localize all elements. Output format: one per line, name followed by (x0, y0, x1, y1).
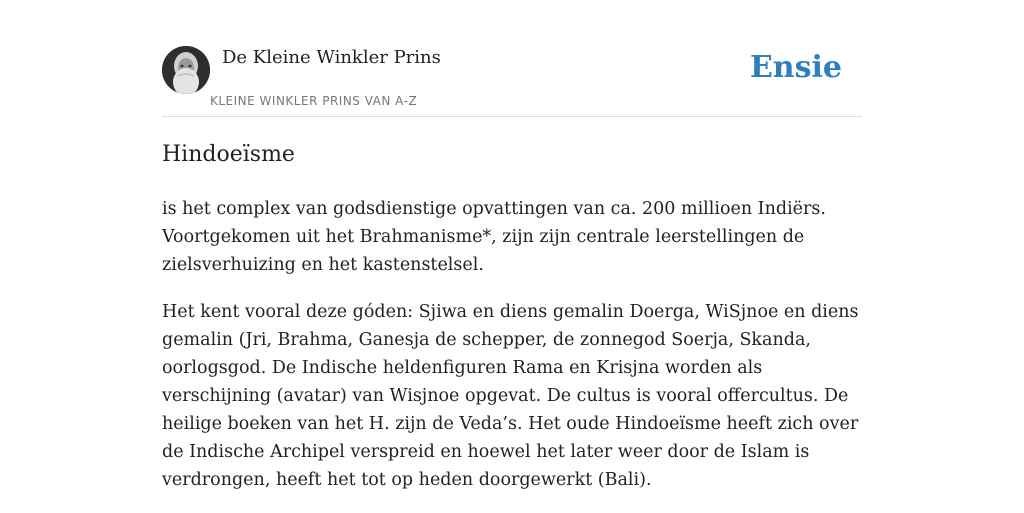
source-header (162, 44, 862, 117)
article (162, 139, 862, 513)
source-subtitle[interactable]: KLEINE WINKLER PRINS VAN A-Z (210, 94, 418, 108)
source-title-link[interactable]: De Kleine Winkler Prins (222, 47, 441, 68)
article-paragraph-1: is het complex van godsdienstige opvattingen van ca. 200 millioen Indiërs. Voortgekomen uit het Brahmanisme*, zijn zijn centrale leerstellingen de zielsverhuizing en het kastenstelsel. (162, 199, 826, 275)
article-title: Hindoeïsme (162, 142, 295, 167)
author-portrait-icon[interactable] (162, 46, 210, 94)
article-paragraph-2: Het kent vooral deze góden: Sjiwa en diens gemalin Doerga, WiSjnoe en diens gemalin (Jri, Brahma, Ganesja de schepper, de zonnegod Soerja, Skanda, oorlogsgod. De Indische heldenfiguren Rama en Krisjna worden als verschijning (avatar) van Wisjnoe opgevat. De cultus is vooral offercultus. De heilige boeken van het H. zijn de Veda’s. Het oude Hindoeïsme heeft zich over de Indische Archipel verspreid en hoewel het later weer door de Islam is verdrongen, heeft het tot op heden doorgewerkt (Bali). (162, 302, 859, 490)
brand-logo-link[interactable]: Ensie (749, 50, 842, 85)
